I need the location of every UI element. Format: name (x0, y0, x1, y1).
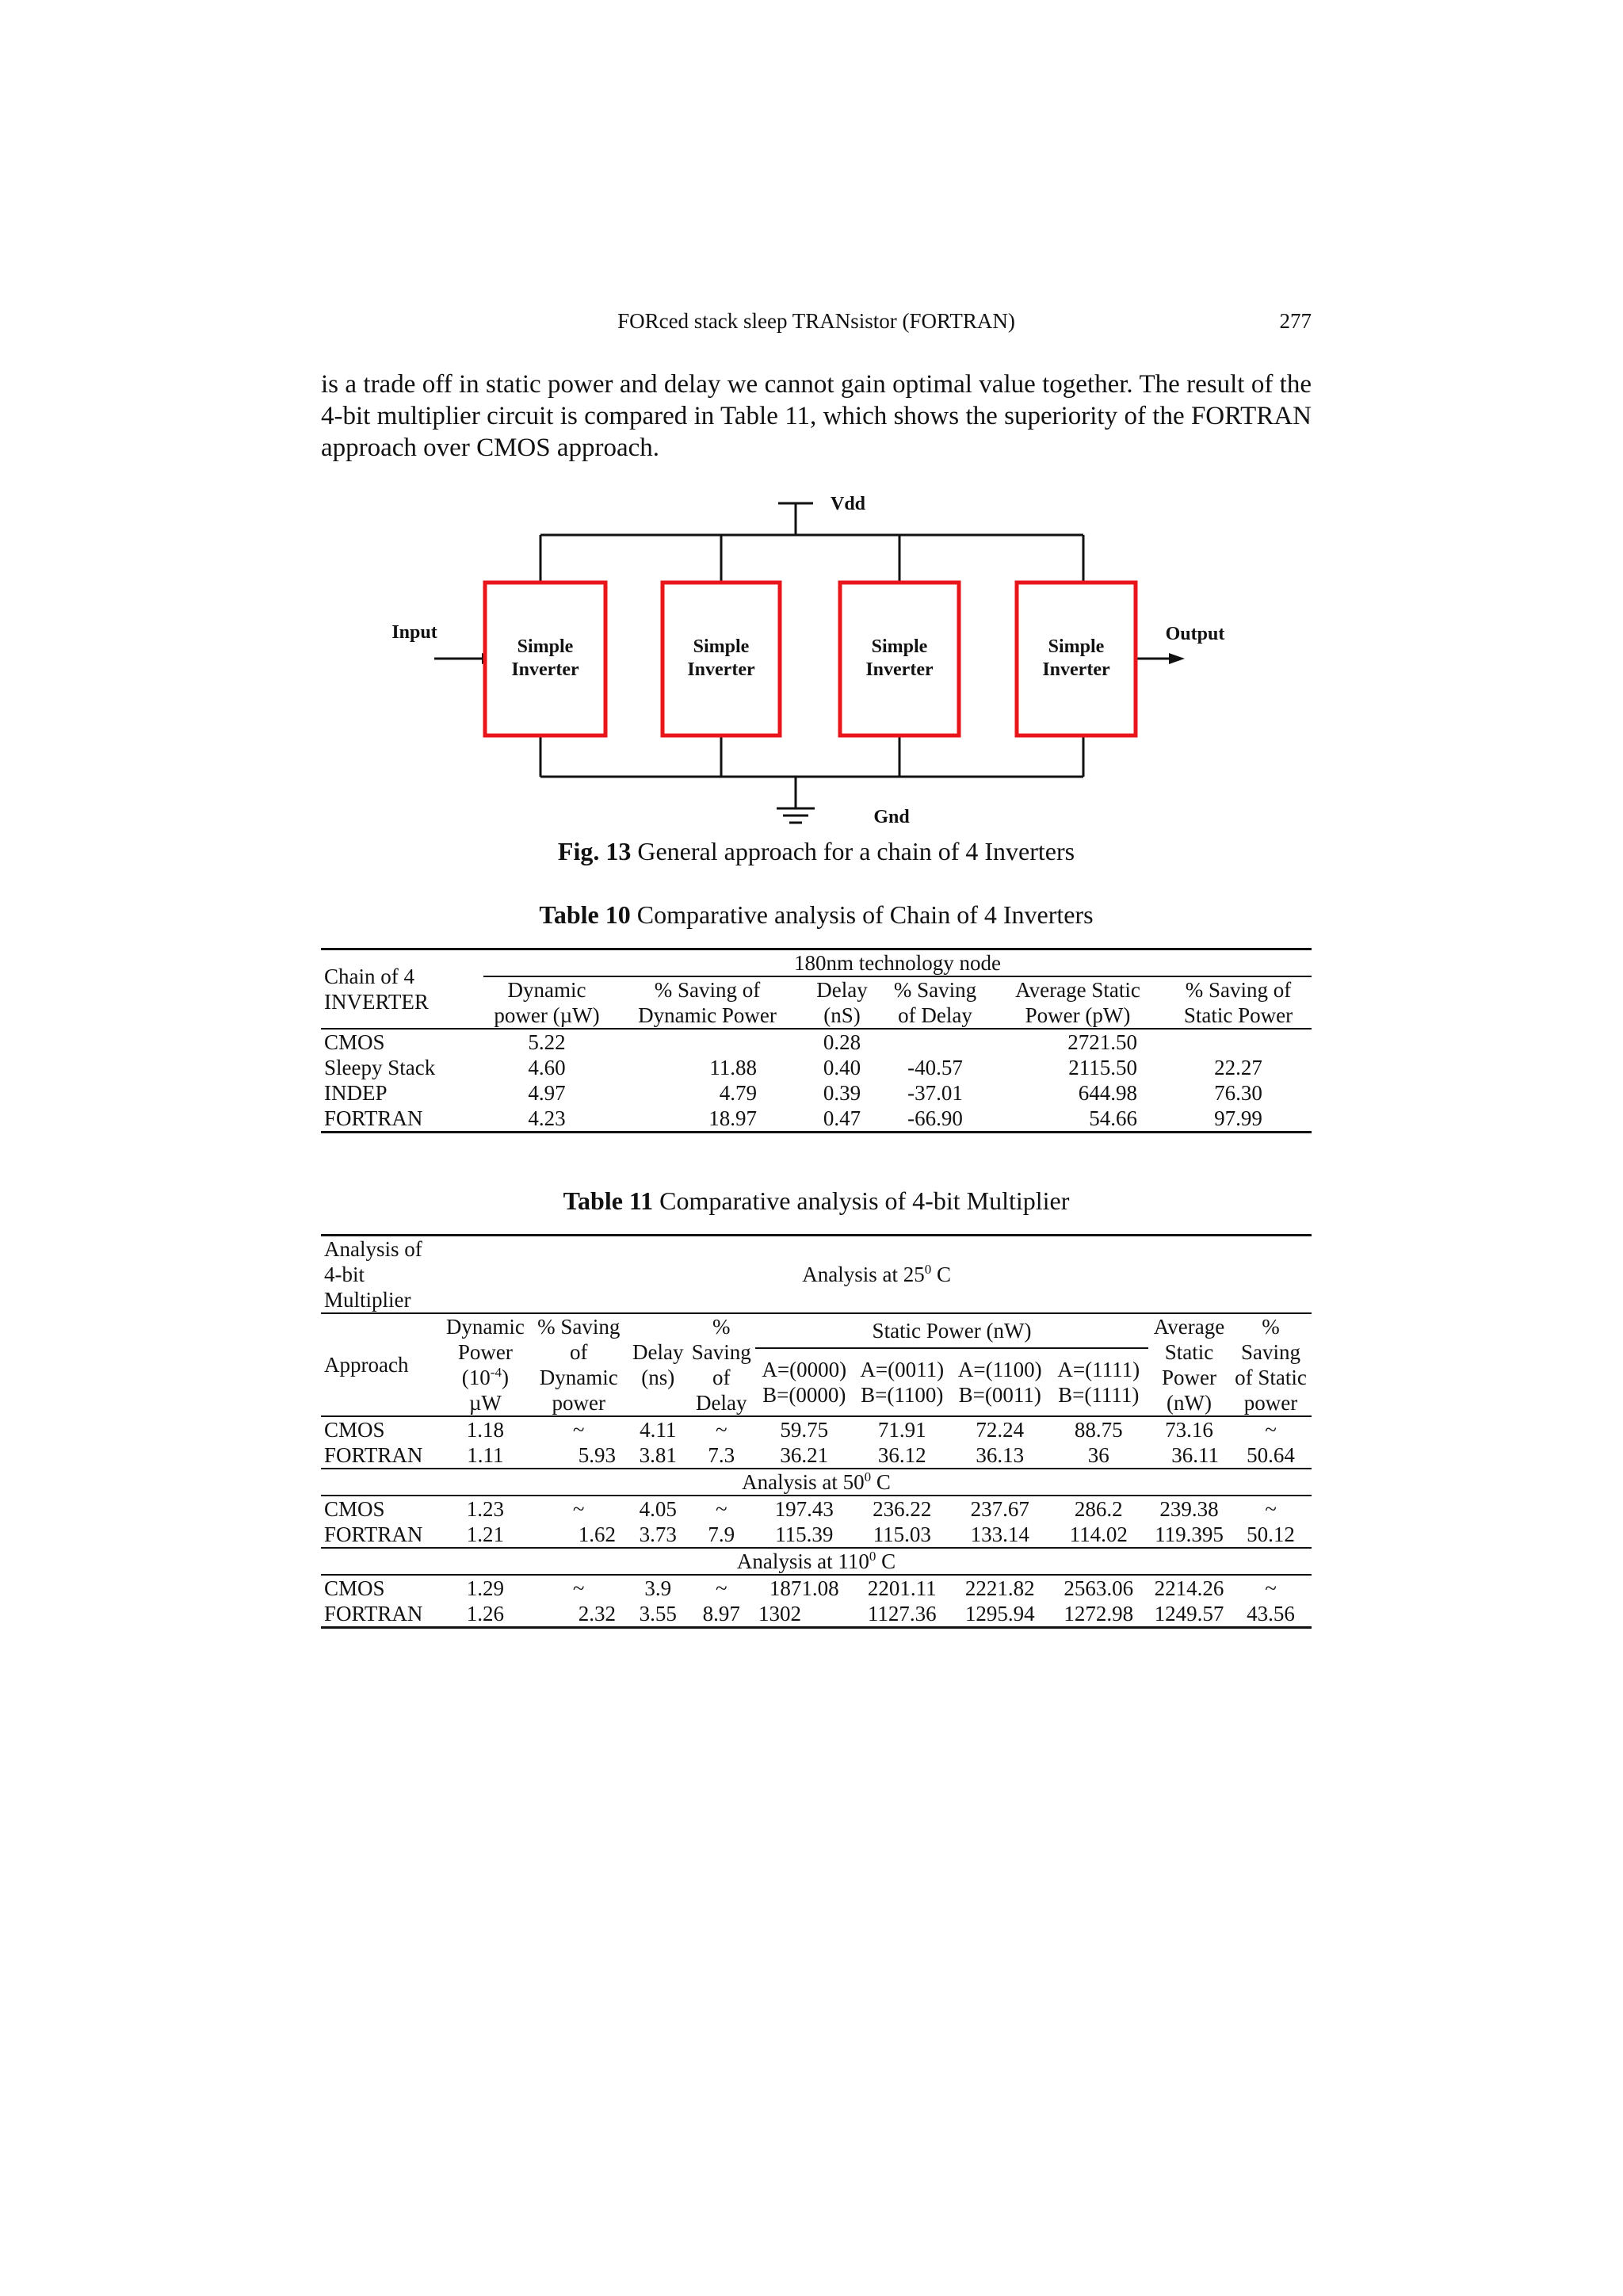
table-row: INDEP 4.97 4.79 0.39 -37.01 644.98 76.30 (324, 1081, 1262, 1105)
table11-caption: Table 11 Comparative analysis of 4-bit Multiplier (563, 1186, 1070, 1215)
table10-col-header: % Saving of Dynamic Power (638, 978, 777, 1027)
table10-caption: Table 10 Comparative analysis of Chain of 4 Inverters (539, 900, 1094, 929)
table10-col-header: Average Static Power (pW) (1015, 978, 1140, 1027)
table11-static-col: A=(0000) B=(0000) (762, 1358, 847, 1408)
table-row: FORTRAN 1.11 5.93 3.81 7.3 36.21 36.12 36.13 36 36.11 50.64 (321, 1442, 1312, 1469)
page-number: 277 (1279, 309, 1312, 333)
table11-static-col: A=(1100) B=(0011) (957, 1358, 1042, 1408)
block-2-line1: Simple (693, 636, 750, 657)
table11-col-saving-static: % Saving of Static power (1230, 1313, 1312, 1416)
table11-col-dynamic: Dynamic Power $(10^{-4})$ µW (441, 1313, 529, 1416)
block-1-line1: Simple (517, 636, 574, 657)
input-label: Input (391, 622, 437, 643)
running-title: FORced stack sleep TRANsistor (FORTRAN) (617, 309, 1015, 333)
table-row: CMOS 1.18 ~ 4.11 ~ 59.75 71.91 72.24 88.75 73.16 ~ (324, 1418, 1277, 1442)
table11 (321, 1234, 1312, 1629)
table10-corner: Chain of 4 INVERTER (321, 949, 483, 1030)
gnd-label: Gnd (873, 807, 910, 827)
table11-col-average: Average Static Power (nW) (1148, 1313, 1230, 1416)
table-row: CMOS 5.22 0.28 2721.50 (324, 1030, 1137, 1054)
table11-static-group: Static Power (nW) (755, 1313, 1148, 1348)
table-row: FORTRAN 1.21 1.62 3.73 7.9 115.39 115.03 133.14 114.02 119.395 50.12 (321, 1522, 1312, 1548)
table11-corner: Analysis of 4-bit Multiplier (324, 1237, 422, 1312)
table-row: CMOS 1.23 ~ 4.05 ~ 197.43 236.22 237.67 286.2 239.38 ~ (324, 1497, 1277, 1521)
table-row: Sleepy Stack 4.60 11.88 0.40 -40.57 2115.50 22.27 (324, 1056, 1262, 1079)
table10-col-header: Delay (nS) (816, 978, 868, 1027)
table11-section-50: Analysis at $50^0$ C (742, 1469, 891, 1494)
table10-col-header: % Saving of Static Power (1183, 978, 1293, 1027)
table-row: FORTRAN 1.26 2.32 3.55 8.97 1302 1127.36 1295.94 1272.98 1249.57 43.56 (321, 1601, 1312, 1628)
table11-col-saving-dynamic: % Saving of Dynamic power (529, 1313, 628, 1416)
table11-col-saving-delay: % Saving of Delay (688, 1313, 755, 1416)
table11-static-col: A=(0011) B=(1100) (860, 1358, 945, 1408)
table10-col-header: Dynamic power (µW) (494, 978, 600, 1027)
output-arrow-icon (1169, 653, 1185, 664)
body-paragraph: is a trade off in static power and delay we cannot gain optimal value together. The result of the 4-bit multiplier circuit is compared in Table 11, which shows the superiority of the FORTRAN approach over CMOS approach. (321, 370, 1312, 462)
table-row: CMOS 1.29 ~ 3.9 ~ 1871.08 2201.11 2221.82 2563.06 2214.26 ~ (324, 1576, 1277, 1600)
table11-static-col: A=(1111) B=(1111) (1057, 1358, 1140, 1408)
block-3-line1: Simple (871, 636, 928, 657)
table11-section-110: Analysis at $110^0$ C (736, 1549, 896, 1573)
table11-approach-header: Approach (321, 1313, 441, 1416)
block-1-line2: Inverter (511, 659, 579, 680)
table10 (321, 948, 1312, 1133)
block-2-line2: Inverter (687, 659, 755, 680)
block-4-line2: Inverter (1042, 659, 1110, 680)
inverter-chain-diagram (388, 483, 1244, 832)
vdd-label: Vdd (830, 494, 866, 514)
block-3-line2: Inverter (865, 659, 934, 680)
output-label: Output (1165, 624, 1225, 644)
table-row: FORTRAN 4.23 18.97 0.47 -66.90 54.66 97.99 (321, 1106, 1312, 1133)
table10-col-header: % Saving of Delay (893, 978, 977, 1027)
running-header (321, 309, 1312, 341)
table11-col-delay: Delay (ns) (628, 1313, 688, 1416)
block-4-line1: Simple (1048, 636, 1105, 657)
table10-group-header: 180nm technology node (483, 949, 1312, 977)
table11-section-25: Analysis at $25^0$ C (802, 1262, 952, 1286)
figure-caption: Fig. 13 General approach for a chain of 4 Inverters (557, 837, 1075, 865)
